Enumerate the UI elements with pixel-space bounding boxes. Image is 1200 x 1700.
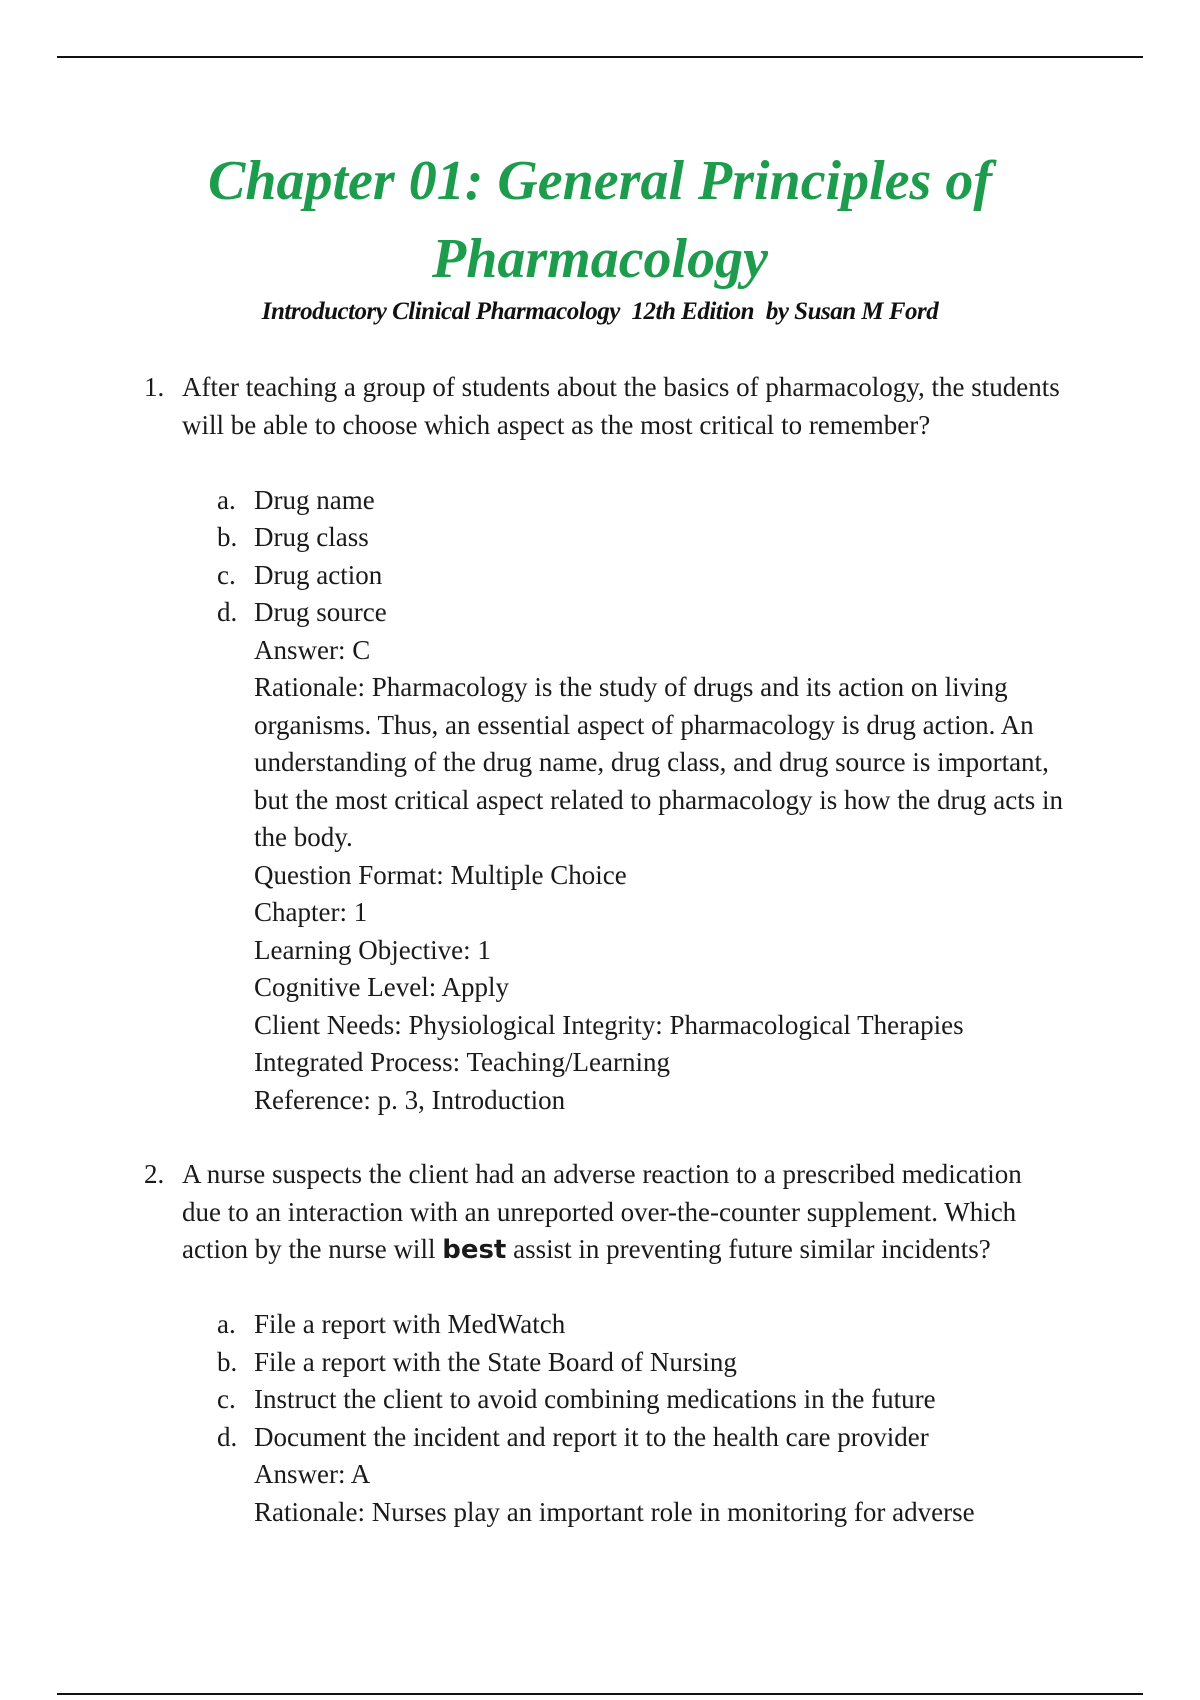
- option-text: Drug class: [254, 522, 369, 552]
- option-text: File a report with MedWatch: [254, 1309, 566, 1339]
- rationale-text: Rationale: Nurses play an important role in monitoring for adverse: [254, 1496, 975, 1527]
- option-item: [0, 482, 1200, 520]
- subtitle-edition: 12th Edition: [631, 298, 755, 325]
- question-text: [182, 1156, 1062, 1270]
- option-item: [0, 1306, 1200, 1344]
- option-text: Drug source: [254, 597, 387, 627]
- learning-objective: Learning Objective: 1: [254, 934, 491, 965]
- question-number: 1.: [144, 372, 165, 402]
- top-rule: [57, 56, 1143, 58]
- chapter-ref: Chapter: 1: [254, 897, 368, 927]
- question-number: 2.: [144, 1159, 165, 1189]
- option-item: [0, 519, 1200, 557]
- option-text: Drug name: [254, 484, 375, 515]
- option-text: Instruct the client to avoid combining medications in the future: [254, 1384, 936, 1414]
- reference: Reference: p. 3, Introduction: [254, 1084, 566, 1115]
- answer-details: [254, 1456, 1014, 1531]
- option-text: Document the incident and report it to the health care provider: [254, 1421, 929, 1452]
- integrated-process: Integrated Process: Teaching/Learning: [254, 1047, 670, 1077]
- option-list: [0, 482, 1200, 632]
- option-letter: b.: [217, 522, 238, 552]
- option-item: [0, 1344, 1200, 1382]
- answer-line: Answer: C: [254, 634, 371, 665]
- question-emphasis: best: [442, 1235, 507, 1265]
- answer-details: [254, 632, 1074, 1120]
- option-item: [0, 1381, 1200, 1419]
- option-item: [0, 594, 1200, 632]
- subtitle-book: Introductory Clinical Pharmacology: [261, 298, 620, 325]
- title-line-2: Pharmacology: [432, 228, 768, 290]
- bottom-rule: [57, 1693, 1143, 1695]
- subtitle-author: by Susan M Ford: [765, 298, 939, 325]
- option-letter: c.: [217, 559, 236, 590]
- question-text-start: A nurse suspects the client had an adverse reaction to a prescribed medication due to an interaction with an unreported over-the-counter supplement. Which action by the nurse will: [182, 1159, 1022, 1264]
- option-letter: a.: [217, 1309, 236, 1339]
- option-letter: d.: [217, 1421, 238, 1452]
- option-letter: c.: [217, 1384, 236, 1414]
- option-letter: d.: [217, 597, 238, 627]
- option-item: [0, 557, 1200, 595]
- answer-line: Answer: A: [254, 1459, 371, 1489]
- page-subtitle: [0, 295, 1200, 329]
- page-title: [0, 142, 1200, 298]
- cognitive-level: Cognitive Level: Apply: [254, 972, 509, 1002]
- option-letter: a.: [217, 484, 236, 515]
- option-letter: b.: [217, 1346, 238, 1377]
- title-line-1: Chapter 01: General Principles of: [208, 150, 992, 212]
- rationale-text: Rationale: Pharmacology is the study of drugs and its action on living organisms. Thus, an essential aspect of pharmacology is drug action. An understanding of the drug name, drug class, and drug source is important, but the most critical aspect related to pharmacology is how the drug acts in the body.: [254, 672, 1064, 852]
- question-text-end: assist in preventing future similar incidents?: [513, 1234, 991, 1264]
- option-text: File a report with the State Board of Nursing: [254, 1346, 737, 1377]
- option-list: [0, 1306, 1200, 1456]
- question-text: After teaching a group of students about the basics of pharmacology, the students will be able to choose which aspect as the most critical to remember?: [182, 372, 1060, 440]
- client-needs: Client Needs: Physiological Integrity: Pharmacological Therapies: [254, 1009, 964, 1040]
- option-text: Drug action: [254, 559, 383, 590]
- option-item: [0, 1419, 1200, 1457]
- question-format: Question Format: Multiple Choice: [254, 859, 627, 890]
